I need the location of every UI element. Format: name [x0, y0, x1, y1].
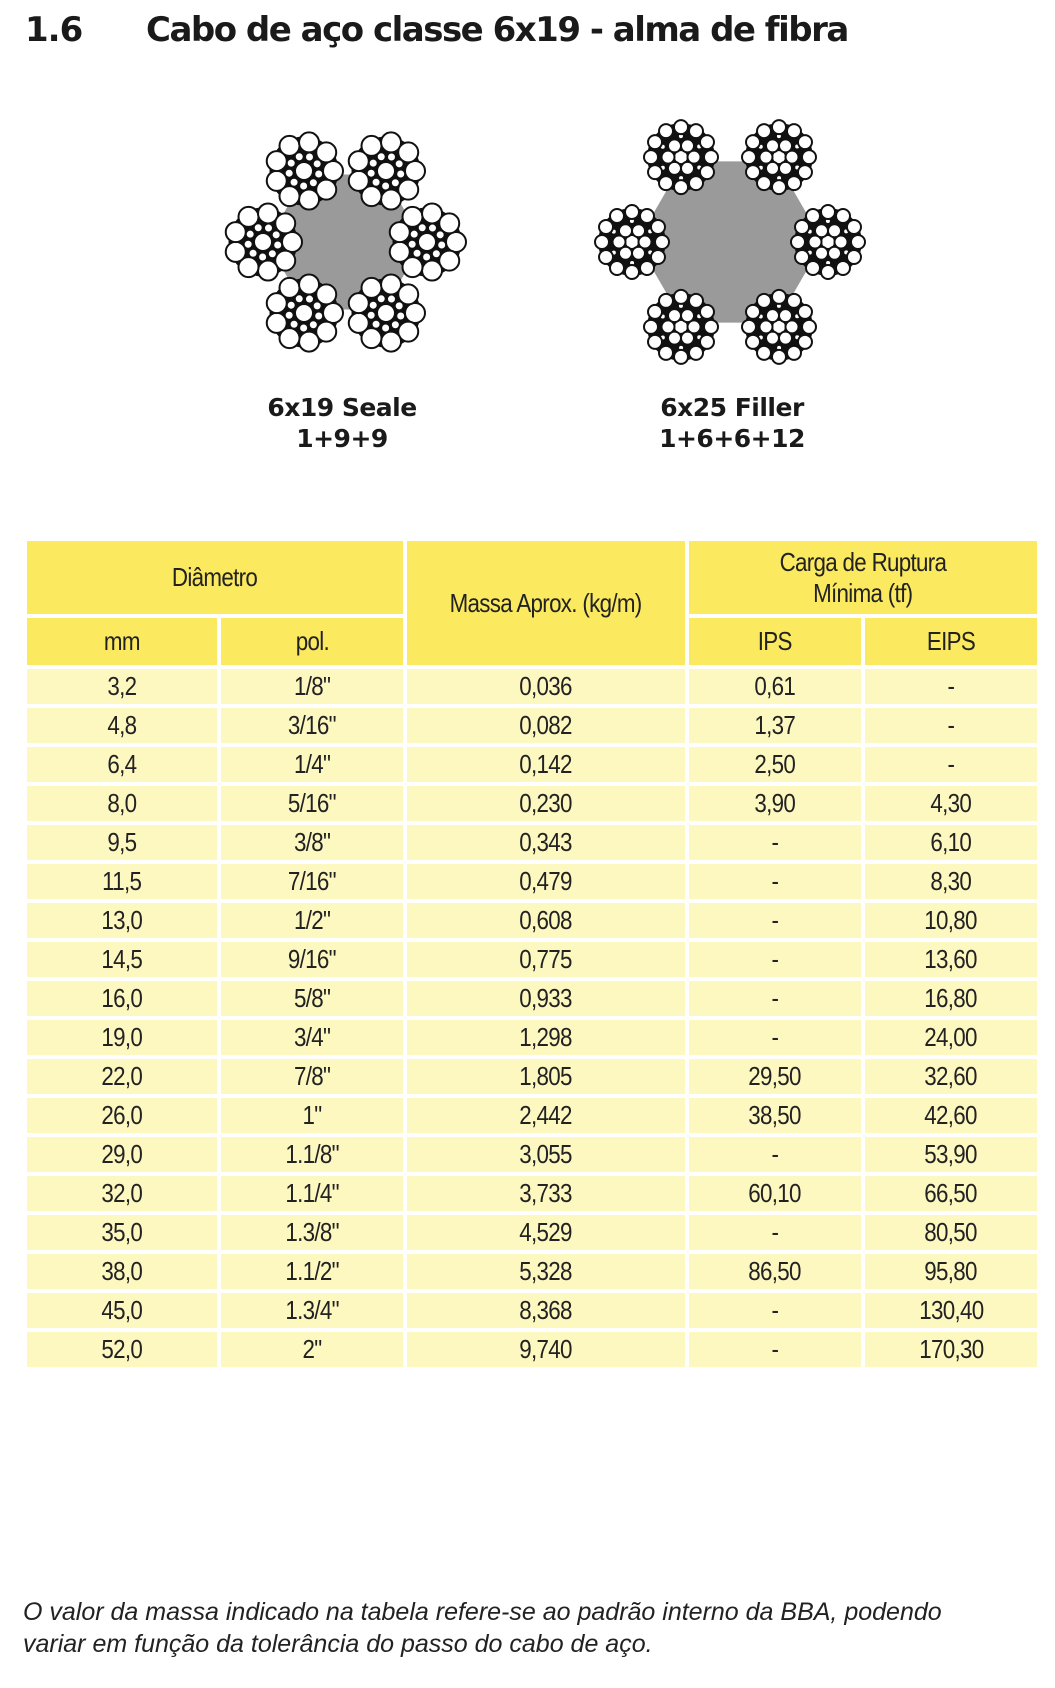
table-row	[27, 669, 1037, 704]
cell-massa: 1,805	[407, 1059, 685, 1094]
cell-ips: -	[689, 864, 861, 899]
cell-pol: 1.3/8"	[221, 1215, 403, 1250]
cell-ips: -	[689, 942, 861, 977]
cell-mm: 14,5	[27, 942, 217, 977]
cell-pol: 1.3/4"	[221, 1293, 403, 1328]
cell-massa: 0,142	[407, 747, 685, 782]
cell-mm: 52,0	[27, 1332, 217, 1367]
cell-pol: 3/4"	[221, 1020, 403, 1055]
cell-massa: 1,298	[407, 1020, 685, 1055]
cell-mm: 26,0	[27, 1098, 217, 1133]
cell-pol: 2"	[221, 1332, 403, 1367]
cell-eips: -	[865, 669, 1037, 704]
cell-pol: 1.1/2"	[221, 1254, 403, 1289]
cell-ips: 2,50	[689, 747, 861, 782]
cell-massa: 0,036	[407, 669, 685, 704]
table-row	[27, 825, 1037, 860]
header-diametro: Diâmetro	[27, 541, 403, 614]
table-row	[27, 1176, 1037, 1211]
cell-mm: 45,0	[27, 1293, 217, 1328]
cell-pol: 1/4"	[221, 747, 403, 782]
cell-massa: 0,608	[407, 903, 685, 938]
cell-mm: 8,0	[27, 786, 217, 821]
cell-eips: -	[865, 747, 1037, 782]
cell-eips: 42,60	[865, 1098, 1037, 1133]
cell-massa: 9,740	[407, 1332, 685, 1367]
cell-ips: 29,50	[689, 1059, 861, 1094]
cell-mm: 32,0	[27, 1176, 217, 1211]
cell-eips: 8,30	[865, 864, 1037, 899]
figure-label-seale	[192, 392, 492, 454]
table-row	[27, 903, 1037, 938]
cell-eips: 95,80	[865, 1254, 1037, 1289]
wire-rope-cross-section-seale-icon	[205, 120, 485, 365]
section-header	[25, 8, 848, 52]
cell-massa: 0,082	[407, 708, 685, 743]
cell-ips: -	[689, 1332, 861, 1367]
header-mm: mm	[27, 618, 217, 665]
cell-ips: 60,10	[689, 1176, 861, 1211]
cell-massa: 3,055	[407, 1137, 685, 1172]
cell-pol: 5/8"	[221, 981, 403, 1016]
spec-table	[27, 541, 1033, 1367]
cell-pol: 5/16"	[221, 786, 403, 821]
cell-ips: -	[689, 981, 861, 1016]
table-row	[27, 1215, 1037, 1250]
table-row	[27, 1020, 1037, 1055]
cell-mm: 13,0	[27, 903, 217, 938]
table-row	[27, 708, 1037, 743]
table-row	[27, 942, 1037, 977]
figure-name: 6x25 Filler	[660, 393, 804, 422]
cell-mm: 6,4	[27, 747, 217, 782]
cell-pol: 1.1/4"	[221, 1176, 403, 1211]
cell-massa: 0,230	[407, 786, 685, 821]
cell-eips: 32,60	[865, 1059, 1037, 1094]
cell-mm: 19,0	[27, 1020, 217, 1055]
figure-composition: 1+9+9	[296, 424, 388, 453]
cell-mm: 3,2	[27, 669, 217, 704]
cell-eips: 130,40	[865, 1293, 1037, 1328]
cell-massa: 3,733	[407, 1176, 685, 1211]
table-row	[27, 747, 1037, 782]
wire-rope-cross-section-filler-icon	[590, 100, 870, 385]
header-massa: Massa Aprox. (kg/m)	[407, 541, 685, 665]
header-carga-ruptura: Carga de Ruptura Mínima (tf)	[689, 541, 1037, 614]
cell-eips: 53,90	[865, 1137, 1037, 1172]
table-row	[27, 1059, 1037, 1094]
cell-eips: 13,60	[865, 942, 1037, 977]
cell-pol: 7/16"	[221, 864, 403, 899]
cell-massa: 0,479	[407, 864, 685, 899]
cell-ips: -	[689, 825, 861, 860]
cell-mm: 22,0	[27, 1059, 217, 1094]
cell-ips: 86,50	[689, 1254, 861, 1289]
table-row	[27, 981, 1037, 1016]
cell-massa: 0,775	[407, 942, 685, 977]
cell-eips: 24,00	[865, 1020, 1037, 1055]
figure-name: 6x19 Seale	[267, 393, 417, 422]
cell-ips: 38,50	[689, 1098, 861, 1133]
table-row	[27, 1332, 1037, 1367]
section-title: Cabo de aço classe 6x19 - alma de fibra	[146, 10, 848, 50]
cell-ips: -	[689, 1215, 861, 1250]
cell-massa: 2,442	[407, 1098, 685, 1133]
cell-eips: 10,80	[865, 903, 1037, 938]
table-row	[27, 1293, 1037, 1328]
cell-massa: 0,343	[407, 825, 685, 860]
cell-eips: -	[865, 708, 1037, 743]
cell-eips: 66,50	[865, 1176, 1037, 1211]
footnote-line: variar em função da tolerância do passo do cabo de aço.	[23, 1630, 653, 1658]
table-row	[27, 1137, 1037, 1172]
cell-mm: 9,5	[27, 825, 217, 860]
table-row	[27, 1254, 1037, 1289]
cell-massa: 4,529	[407, 1215, 685, 1250]
cell-pol: 7/8"	[221, 1059, 403, 1094]
cell-mm: 4,8	[27, 708, 217, 743]
cell-ips: -	[689, 903, 861, 938]
cell-ips: 3,90	[689, 786, 861, 821]
cell-pol: 3/16"	[221, 708, 403, 743]
cell-eips: 170,30	[865, 1332, 1037, 1367]
cell-ips: 0,61	[689, 669, 861, 704]
table-row	[27, 864, 1037, 899]
cell-eips: 80,50	[865, 1215, 1037, 1250]
cell-pol: 9/16"	[221, 942, 403, 977]
figure-label-filler	[582, 392, 882, 454]
cell-massa: 8,368	[407, 1293, 685, 1328]
cell-eips: 6,10	[865, 825, 1037, 860]
cell-pol: 1/8"	[221, 669, 403, 704]
cell-pol: 1.1/8"	[221, 1137, 403, 1172]
cell-pol: 3/8"	[221, 825, 403, 860]
cell-massa: 0,933	[407, 981, 685, 1016]
cell-ips: -	[689, 1020, 861, 1055]
table-row	[27, 786, 1037, 821]
cell-massa: 5,328	[407, 1254, 685, 1289]
table-row	[27, 1098, 1037, 1133]
footnote	[23, 1596, 1033, 1660]
cell-eips: 16,80	[865, 981, 1037, 1016]
cell-eips: 4,30	[865, 786, 1037, 821]
cell-mm: 11,5	[27, 864, 217, 899]
header-pol: pol.	[221, 618, 403, 665]
header-eips: EIPS	[865, 618, 1037, 665]
cell-mm: 38,0	[27, 1254, 217, 1289]
cell-ips: 1,37	[689, 708, 861, 743]
cell-ips: -	[689, 1137, 861, 1172]
cell-mm: 16,0	[27, 981, 217, 1016]
figure-composition: 1+6+6+12	[659, 424, 805, 453]
cell-pol: 1"	[221, 1098, 403, 1133]
header-ips: IPS	[689, 618, 861, 665]
section-number: 1.6	[25, 10, 83, 50]
cell-mm: 35,0	[27, 1215, 217, 1250]
footnote-line: O valor da massa indicado na tabela refere-se ao padrão interno da BBA, podendo	[23, 1598, 942, 1626]
cell-ips: -	[689, 1293, 861, 1328]
cell-pol: 1/2"	[221, 903, 403, 938]
cell-mm: 29,0	[27, 1137, 217, 1172]
